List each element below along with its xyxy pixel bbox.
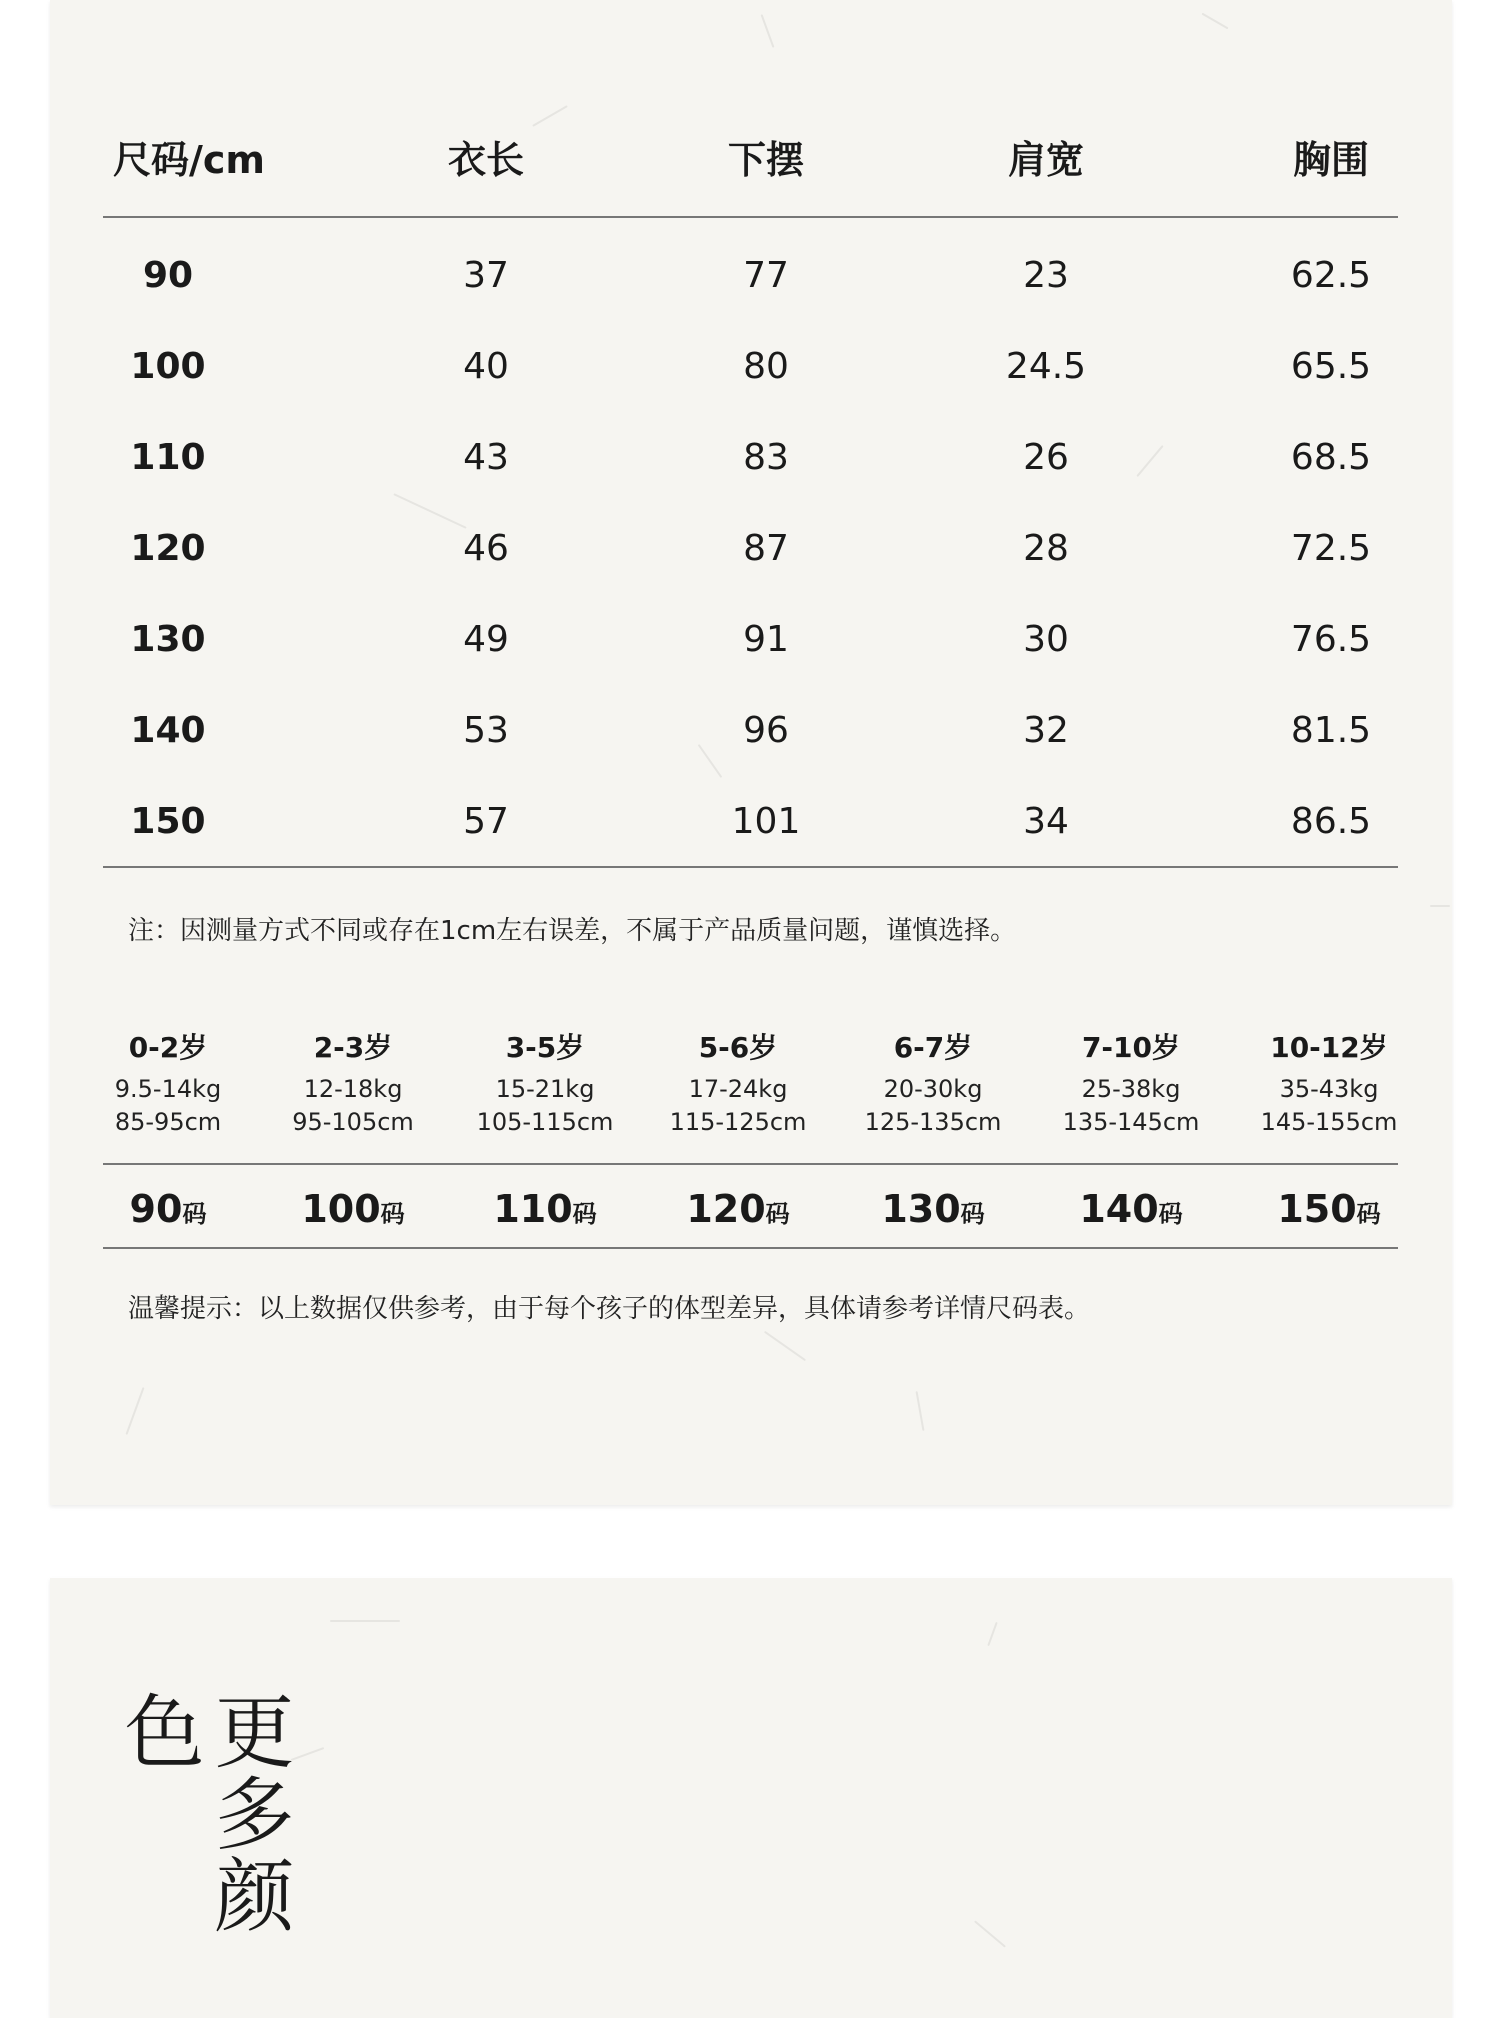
size-code-unit: 码 (1356, 1200, 1381, 1228)
size-code-unit: 码 (182, 1200, 207, 1228)
size-cell: 120 (130, 528, 206, 569)
table-row (103, 685, 1398, 776)
age-range: 7-10岁 (1081, 1031, 1181, 1064)
measure-cell: 86.5 (1290, 801, 1372, 842)
size-cell: 130 (130, 619, 206, 660)
size-code-unit: 码 (380, 1200, 405, 1228)
size-cell: 140 (130, 710, 206, 751)
size-cell: 100 (130, 346, 206, 387)
size-code-number: 90 (129, 1187, 183, 1231)
size-code (455, 1180, 635, 1243)
size-code (263, 1180, 443, 1243)
weight-range: 9.5-14kg (114, 1075, 222, 1103)
measure-cell: 101 (731, 801, 801, 842)
table-row (103, 776, 1398, 867)
measure-cell: 53 (463, 710, 509, 751)
measure-cell: 65.5 (1290, 346, 1372, 387)
weight-range: 17-24kg (688, 1075, 788, 1103)
measure-cell: 23 (1023, 255, 1069, 296)
age-range: 5-6岁 (698, 1031, 778, 1064)
size-code (648, 1180, 828, 1243)
table-row (103, 594, 1398, 685)
measure-cell: 57 (463, 801, 509, 842)
table-row (103, 503, 1398, 594)
height-range: 125-135cm (864, 1108, 1002, 1136)
measure-cell: 40 (463, 346, 509, 387)
age-range: 0-2岁 (128, 1031, 208, 1064)
size-code-number: 110 (493, 1187, 573, 1231)
measure-cell: 34 (1023, 801, 1069, 842)
measure-cell: 91 (743, 619, 789, 660)
weight-range: 25-38kg (1081, 1075, 1181, 1103)
size-code-row (103, 1180, 1398, 1238)
measure-cell: 24.5 (1005, 346, 1087, 387)
age-guide-divider (103, 1163, 1398, 1165)
weight-range: 15-21kg (495, 1075, 595, 1103)
size-code-number: 100 (301, 1187, 381, 1231)
measure-cell: 68.5 (1290, 437, 1372, 478)
age-column (1041, 1023, 1221, 1139)
size-code-unit: 码 (765, 1200, 790, 1228)
size-code (1041, 1180, 1221, 1243)
size-code-number: 150 (1277, 1187, 1357, 1231)
table-row (103, 321, 1398, 412)
more-colors-title: 更多颜色 (111, 1690, 294, 1936)
age-range: 6-7岁 (893, 1031, 973, 1064)
size-table-body (103, 230, 1398, 867)
height-range: 145-155cm (1260, 1108, 1398, 1136)
measure-cell: 32 (1023, 710, 1069, 751)
measure-cell: 30 (1023, 619, 1069, 660)
measure-cell: 26 (1023, 437, 1069, 478)
measure-cell: 81.5 (1290, 710, 1372, 751)
height-range: 85-95cm (114, 1108, 222, 1136)
header-chest: 胸围 (1292, 138, 1369, 182)
measure-cell: 43 (463, 437, 509, 478)
table-row (103, 412, 1398, 503)
header-length: 衣长 (447, 138, 524, 182)
size-code (78, 1180, 258, 1243)
size-code-unit: 码 (960, 1200, 985, 1228)
height-range: 135-145cm (1062, 1108, 1200, 1136)
measure-cell: 37 (463, 255, 509, 296)
age-column (78, 1023, 258, 1139)
height-range: 115-125cm (669, 1108, 807, 1136)
header-size: 尺码/cm (113, 138, 266, 182)
age-range: 3-5岁 (505, 1031, 585, 1064)
size-code (843, 1180, 1023, 1243)
weight-range: 12-18kg (303, 1075, 403, 1103)
age-column (455, 1023, 635, 1139)
age-column (263, 1023, 443, 1139)
measure-cell: 87 (743, 528, 789, 569)
header-divider (103, 216, 1398, 218)
age-range: 10-12岁 (1270, 1031, 1388, 1064)
size-code-number: 130 (881, 1187, 961, 1231)
measure-cell: 46 (463, 528, 509, 569)
measure-cell: 49 (463, 619, 509, 660)
measure-cell: 80 (743, 346, 789, 387)
age-column (1239, 1023, 1419, 1139)
size-cell: 110 (130, 437, 206, 478)
size-code-unit: 码 (1158, 1200, 1183, 1228)
weight-range: 20-30kg (883, 1075, 983, 1103)
weight-range: 35-43kg (1279, 1075, 1379, 1103)
height-range: 95-105cm (292, 1108, 414, 1136)
size-cell: 90 (142, 255, 194, 296)
age-column (843, 1023, 1023, 1139)
measure-cell: 96 (743, 710, 789, 751)
measure-cell: 76.5 (1290, 619, 1372, 660)
measure-cell: 62.5 (1290, 255, 1372, 296)
measure-cell: 28 (1023, 528, 1069, 569)
header-hem: 下摆 (727, 138, 804, 182)
size-table-header (103, 135, 1398, 185)
size-code-divider (103, 1247, 1398, 1249)
height-range: 105-115cm (476, 1108, 614, 1136)
header-shoulder: 肩宽 (1007, 138, 1084, 182)
measurement-note: 注：因测量方式不同或存在1cm左右误差，不属于产品质量问题，谨慎选择。 (128, 916, 1017, 946)
age-column (648, 1023, 828, 1139)
age-range: 2-3岁 (313, 1031, 393, 1064)
warm-tip: 温馨提示：以上数据仅供参考，由于每个孩子的体型差异，具体请参考详情尺码表。 (128, 1294, 1091, 1324)
measure-cell: 83 (743, 437, 789, 478)
size-code (1239, 1180, 1419, 1243)
size-cell: 150 (130, 801, 206, 842)
size-code-number: 140 (1079, 1187, 1159, 1231)
measure-cell: 77 (743, 255, 789, 296)
measure-cell: 72.5 (1290, 528, 1372, 569)
size-code-number: 120 (686, 1187, 766, 1231)
size-code-unit: 码 (572, 1200, 597, 1228)
table-bottom-divider (103, 866, 1398, 868)
table-row (103, 230, 1398, 321)
